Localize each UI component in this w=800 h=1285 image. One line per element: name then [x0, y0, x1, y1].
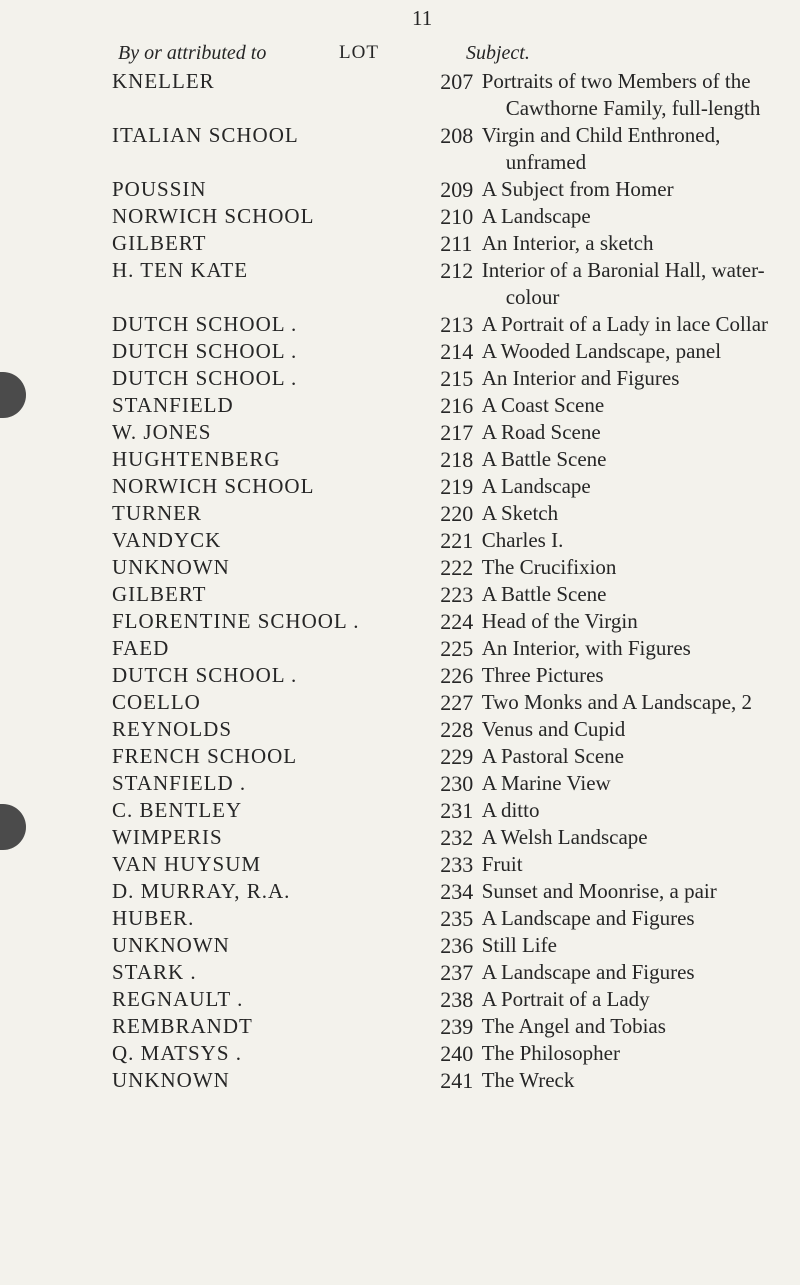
lot-subject-text: Portraits of two Members of the — [481, 69, 751, 93]
lot-subject-continuation: Cawthorne Family, full-length — [505, 96, 761, 120]
lot-subject — [482, 122, 800, 176]
lot-number: 227 — [440, 690, 474, 715]
lot-artist: TURNER — [112, 501, 202, 525]
lot-number: 211 — [440, 231, 473, 256]
lot-subject-text: Two Monks and A Landscape, 2 — [481, 690, 753, 714]
lot-subject-text: An Interior and Figures — [481, 366, 680, 390]
lot-subject — [482, 68, 800, 122]
lot-number: 214 — [440, 339, 474, 364]
lot-subject — [482, 797, 800, 824]
lot-number: 232 — [440, 825, 474, 850]
lot-subject-text: The Angel and Tobias — [481, 1014, 666, 1038]
lot-row — [0, 959, 800, 986]
lot-row — [0, 257, 800, 311]
lot-subject — [482, 743, 800, 770]
lot-row — [0, 473, 800, 500]
lot-row — [0, 689, 800, 716]
lot-row — [0, 878, 800, 905]
lot-row — [0, 68, 800, 122]
lot-row — [0, 203, 800, 230]
lot-artist: C. BENTLEY — [112, 798, 243, 822]
lot-artist: DUTCH SCHOOL . — [112, 312, 298, 336]
lot-list — [0, 68, 800, 1094]
lot-subject — [482, 824, 800, 851]
lot-subject-continuation: colour — [505, 285, 560, 309]
lot-row — [0, 662, 800, 689]
lot-artist: ITALIAN SCHOOL — [112, 123, 299, 147]
lot-row — [0, 1067, 800, 1094]
lot-number: 218 — [440, 447, 474, 472]
lot-number: 230 — [440, 771, 474, 796]
lot-artist: FAED — [112, 636, 170, 660]
lot-artist: GILBERT — [112, 582, 207, 606]
lot-subject — [482, 635, 800, 662]
lot-row — [0, 392, 800, 419]
lot-artist: GILBERT — [112, 231, 207, 255]
lot-row — [0, 608, 800, 635]
lot-artist: Q. MATSYS . — [112, 1041, 243, 1065]
lot-row — [0, 824, 800, 851]
lot-subject-text: Fruit — [481, 852, 523, 876]
lot-number: 215 — [440, 366, 474, 391]
lot-artist: D. MURRAY, R.A. — [112, 879, 291, 903]
lot-subject — [482, 338, 800, 365]
lot-subject — [482, 1040, 800, 1067]
lot-artist: POUSSIN — [112, 177, 207, 201]
lot-number: 233 — [440, 852, 474, 877]
lot-row — [0, 1013, 800, 1040]
lot-subject-text: Head of the Virgin — [481, 609, 638, 633]
lot-artist: VANDYCK — [112, 528, 222, 552]
lot-artist: NORWICH SCHOOL — [112, 474, 315, 498]
lot-artist: REMBRANDT — [112, 1014, 253, 1038]
lot-artist: HUBER. — [112, 906, 195, 930]
lot-row — [0, 851, 800, 878]
lot-artist: H. TEN KATE — [112, 258, 249, 282]
lot-subject — [482, 689, 800, 716]
lot-artist: NORWICH SCHOOL — [112, 204, 315, 228]
lot-subject — [482, 419, 800, 446]
lot-artist: DUTCH SCHOOL . — [112, 339, 298, 363]
lot-number: 228 — [440, 717, 474, 742]
lot-artist: WIMPERIS — [112, 825, 223, 849]
lot-row — [0, 338, 800, 365]
lot-subject-text: The Wreck — [481, 1068, 575, 1092]
lot-subject-text: Sunset and Moonrise, a pair — [481, 879, 717, 903]
lot-subject — [482, 959, 800, 986]
lot-number: 241 — [440, 1068, 474, 1093]
lot-subject-text: A Coast Scene — [481, 393, 605, 417]
lot-subject-text: The Crucifixion — [481, 555, 617, 579]
lot-subject-text: A Landscape and Figures — [481, 960, 695, 984]
lot-subject-text: A Landscape — [481, 204, 591, 228]
lot-number: 236 — [440, 933, 474, 958]
lot-subject-text: A Portrait of a Lady — [481, 987, 650, 1011]
lot-row — [0, 1040, 800, 1067]
lot-subject — [482, 1013, 800, 1040]
lot-number: 226 — [440, 663, 474, 688]
lot-subject — [482, 662, 800, 689]
lot-subject — [482, 932, 800, 959]
lot-artist: UNKNOWN — [112, 1068, 230, 1092]
lot-subject-continuation: unframed — [505, 150, 587, 174]
lot-row — [0, 500, 800, 527]
lot-subject — [482, 230, 800, 257]
lot-row — [0, 986, 800, 1013]
lot-subject-text: A Sketch — [481, 501, 559, 525]
lot-subject-text: A Marine View — [481, 771, 611, 795]
lot-number: 209 — [440, 177, 474, 202]
artist-column-header: By or attributed to — [118, 42, 267, 64]
lot-subject-text: A Landscape — [481, 474, 591, 498]
lot-number: 238 — [440, 987, 474, 1012]
lot-subject-text: A Pastoral Scene — [481, 744, 625, 768]
lot-artist: DUTCH SCHOOL . — [112, 663, 298, 687]
lot-artist: KNELLER — [112, 69, 215, 93]
lot-subject — [482, 905, 800, 932]
lot-subject-text: A Road Scene — [481, 420, 601, 444]
lot-subject — [482, 554, 800, 581]
lot-subject-text: A Welsh Landscape — [481, 825, 648, 849]
lot-number: 240 — [440, 1041, 474, 1066]
lot-subject — [482, 365, 800, 392]
lot-number: 234 — [440, 879, 474, 904]
lot-subject-text: A Battle Scene — [481, 447, 607, 471]
lot-subject — [482, 257, 800, 311]
lot-subject-text: Charles I. — [481, 528, 564, 552]
lot-number: 222 — [440, 555, 474, 580]
lot-artist: COELLO — [112, 690, 201, 714]
lot-subject-text: Three Pictures — [481, 663, 604, 687]
lot-number: 210 — [440, 204, 474, 229]
lot-artist: FLORENTINE SCHOOL . — [112, 609, 360, 633]
lot-row — [0, 122, 800, 176]
lot-number: 223 — [440, 582, 474, 607]
lot-artist: STANFIELD — [112, 393, 234, 417]
lot-subject-text: The Philosopher — [481, 1041, 620, 1065]
lot-row — [0, 446, 800, 473]
lot-artist: STARK . — [112, 960, 197, 984]
lot-subject — [482, 446, 800, 473]
lot-row — [0, 230, 800, 257]
lot-subject — [482, 311, 800, 338]
lot-number: 216 — [440, 393, 474, 418]
lot-subject-text: A Landscape and Figures — [481, 906, 695, 930]
lot-row — [0, 311, 800, 338]
lot-artist: STANFIELD . — [112, 771, 247, 795]
lot-artist: REGNAULT . — [112, 987, 244, 1011]
lot-artist: FRENCH SCHOOL — [112, 744, 298, 768]
lot-subject-text: An Interior, with Figures — [481, 636, 691, 660]
lot-subject — [482, 473, 800, 500]
lot-row — [0, 419, 800, 446]
lot-subject — [482, 527, 800, 554]
lot-row — [0, 905, 800, 932]
lot-row — [0, 581, 800, 608]
lot-artist: REYNOLDS — [112, 717, 233, 741]
lot-subject — [482, 851, 800, 878]
lot-subject-text: An Interior, a sketch — [481, 231, 654, 255]
lot-subject — [482, 203, 800, 230]
subject-column-header: Subject. — [466, 42, 530, 64]
lot-number: 224 — [440, 609, 474, 634]
lot-subject-text: A Portrait of a Lady in lace Collar — [481, 312, 769, 336]
lot-subject — [482, 176, 800, 203]
lot-subject — [482, 392, 800, 419]
lot-subject — [482, 878, 800, 905]
lot-row — [0, 932, 800, 959]
lot-number: 235 — [440, 906, 474, 931]
lot-artist: HUGHTENBERG — [112, 447, 281, 471]
lot-subject-text: Still Life — [481, 933, 557, 957]
lot-subject-text: A Subject from Homer — [481, 177, 674, 201]
page-number: 11 — [412, 6, 433, 30]
lot-subject-text: A ditto — [481, 798, 540, 822]
lot-row — [0, 716, 800, 743]
lot-subject — [482, 608, 800, 635]
lot-row — [0, 797, 800, 824]
lot-row — [0, 770, 800, 797]
lot-number: 207 — [440, 69, 474, 94]
lot-artist: DUTCH SCHOOL . — [112, 366, 298, 390]
lot-number: 208 — [440, 123, 474, 148]
lot-number: 219 — [440, 474, 474, 499]
lot-subject — [482, 716, 800, 743]
lot-column-header: LOT — [339, 42, 379, 63]
lot-number: 213 — [440, 312, 474, 337]
lot-number: 239 — [440, 1014, 474, 1039]
lot-number: 217 — [440, 420, 474, 445]
lot-subject — [482, 1067, 800, 1094]
lot-artist: UNKNOWN — [112, 555, 230, 579]
lot-artist: UNKNOWN — [112, 933, 230, 957]
lot-row — [0, 635, 800, 662]
lot-subject-text: Venus and Cupid — [481, 717, 626, 741]
lot-subject-text: Interior of a Baronial Hall, water- — [481, 258, 765, 282]
lot-number: 221 — [440, 528, 474, 553]
lot-number: 212 — [440, 258, 474, 283]
lot-subject-text: A Wooded Landscape, panel — [481, 339, 722, 363]
lot-artist: W. JONES — [112, 420, 212, 444]
lot-number: 229 — [440, 744, 474, 769]
lot-subject-text: Virgin and Child Enthroned, — [481, 123, 721, 147]
lot-subject — [482, 770, 800, 797]
lot-number: 220 — [440, 501, 474, 526]
lot-row — [0, 554, 800, 581]
lot-row — [0, 743, 800, 770]
lot-artist: VAN HUYSUM — [112, 852, 262, 876]
lot-row — [0, 176, 800, 203]
lot-number: 237 — [440, 960, 474, 985]
lot-row — [0, 365, 800, 392]
lot-number: 231 — [440, 798, 474, 823]
lot-subject — [482, 500, 800, 527]
lot-subject-text: A Battle Scene — [481, 582, 607, 606]
lot-subject — [482, 986, 800, 1013]
lot-number: 225 — [440, 636, 474, 661]
lot-subject — [482, 581, 800, 608]
lot-row — [0, 527, 800, 554]
